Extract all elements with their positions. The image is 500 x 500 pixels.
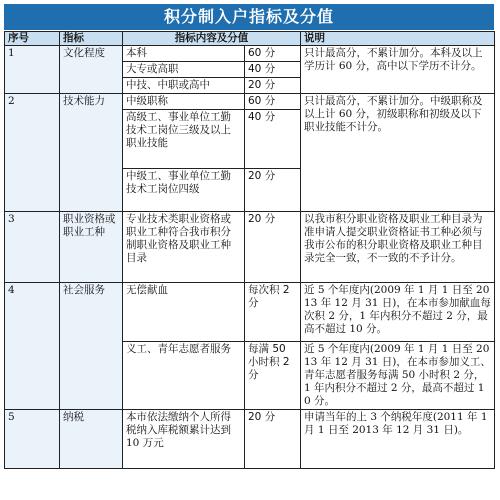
table-row	[5, 212, 495, 283]
note-cell: 近 5 个年度内(2009 年 1 月 1 日至 2013 年 12 月 31 日)，在本市参加献血每次积 2 分，1 年内积分不超过 2 分，最高不超过 10 分。	[301, 283, 495, 342]
score-cell: 20 分	[245, 410, 301, 469]
table-row	[5, 410, 495, 469]
row-number: 2	[5, 94, 60, 212]
header-row	[5, 32, 495, 46]
table-row	[5, 283, 495, 342]
row-indicator: 文化程度	[60, 46, 123, 94]
row-indicator: 技术能力	[60, 94, 123, 212]
score-cell: 20 分	[245, 169, 301, 212]
content-cell: 高级工、事业单位工勤技术工岗位三级及以上职业技能	[123, 110, 245, 169]
document-frame	[4, 4, 494, 496]
content-cell: 本市依法缴纳个人所得税纳入库税额累计达到 10 万元	[123, 410, 245, 469]
header-note: 说明	[301, 32, 495, 46]
row-number: 5	[5, 410, 60, 469]
note-cell: 近 5 个年度内(2009 年 1 月 1 日至 2013 年 12 月 31 日)，在本市参加义工、青年志愿者服务每满 50 小时积 2 分，1 年内积分不超过 2 分，最高不超过 10 分。	[301, 342, 495, 410]
note-cell: 以我市积分职业资格及职业工种目录为准申请人提交职业资格证书工种必须与我市公布的积分职业资格及职业工种目录完全一致，不一致的不予计分。	[301, 212, 495, 283]
row-indicator: 纳税	[60, 410, 123, 469]
content-cell: 中级工、事业单位工勤技术工岗位四级	[123, 169, 245, 212]
table-row	[5, 46, 495, 62]
page-title: 积分制入户指标及分值	[4, 4, 494, 30]
score-cell: 每次积 2 分	[245, 283, 301, 342]
score-cell: 40 分	[245, 62, 301, 78]
note-cell: 只计最高分，不累计加分。中级职称及以上计 60 分，初级职称和初级及以下职业技能不计分。	[301, 94, 495, 212]
content-cell: 中技、中职或高中	[123, 78, 245, 94]
content-cell: 专业技术类职业资格或职业工种符合我市积分制职业资格及职业工种目录	[123, 212, 245, 283]
row-indicator: 社会服务	[60, 283, 123, 410]
row-indicator: 职业资格或职业工种	[60, 212, 123, 283]
content-cell: 大专或高职	[123, 62, 245, 78]
score-cell: 20 分	[245, 78, 301, 94]
note-cell: 申请当年的上 3 个纳税年度(2011 年 1 月 1 日至 2013 年 12 月 31 日)。	[301, 410, 495, 469]
score-cell: 60 分	[245, 46, 301, 62]
score-cell: 每满 50 小时积 2 分	[245, 342, 301, 410]
content-cell: 义工、青年志愿者服务	[123, 342, 245, 410]
row-number: 3	[5, 212, 60, 283]
header-content: 指标内容及分值	[123, 32, 301, 46]
score-cell: 60 分	[245, 94, 301, 110]
header-no: 序号	[5, 32, 60, 46]
table-row	[5, 94, 495, 110]
points-table	[4, 31, 495, 469]
row-number: 4	[5, 283, 60, 410]
score-cell: 20 分	[245, 212, 301, 283]
content-cell: 无偿献血	[123, 283, 245, 342]
note-cell: 只计最高分，不累计加分。本科及以上学历计 60 分，高中以下学历不计分。	[301, 46, 495, 94]
content-cell: 中级职称	[123, 94, 245, 110]
content-cell: 本科	[123, 46, 245, 62]
row-number: 1	[5, 46, 60, 94]
score-cell: 40 分	[245, 110, 301, 169]
header-indicator: 指标	[60, 32, 123, 46]
